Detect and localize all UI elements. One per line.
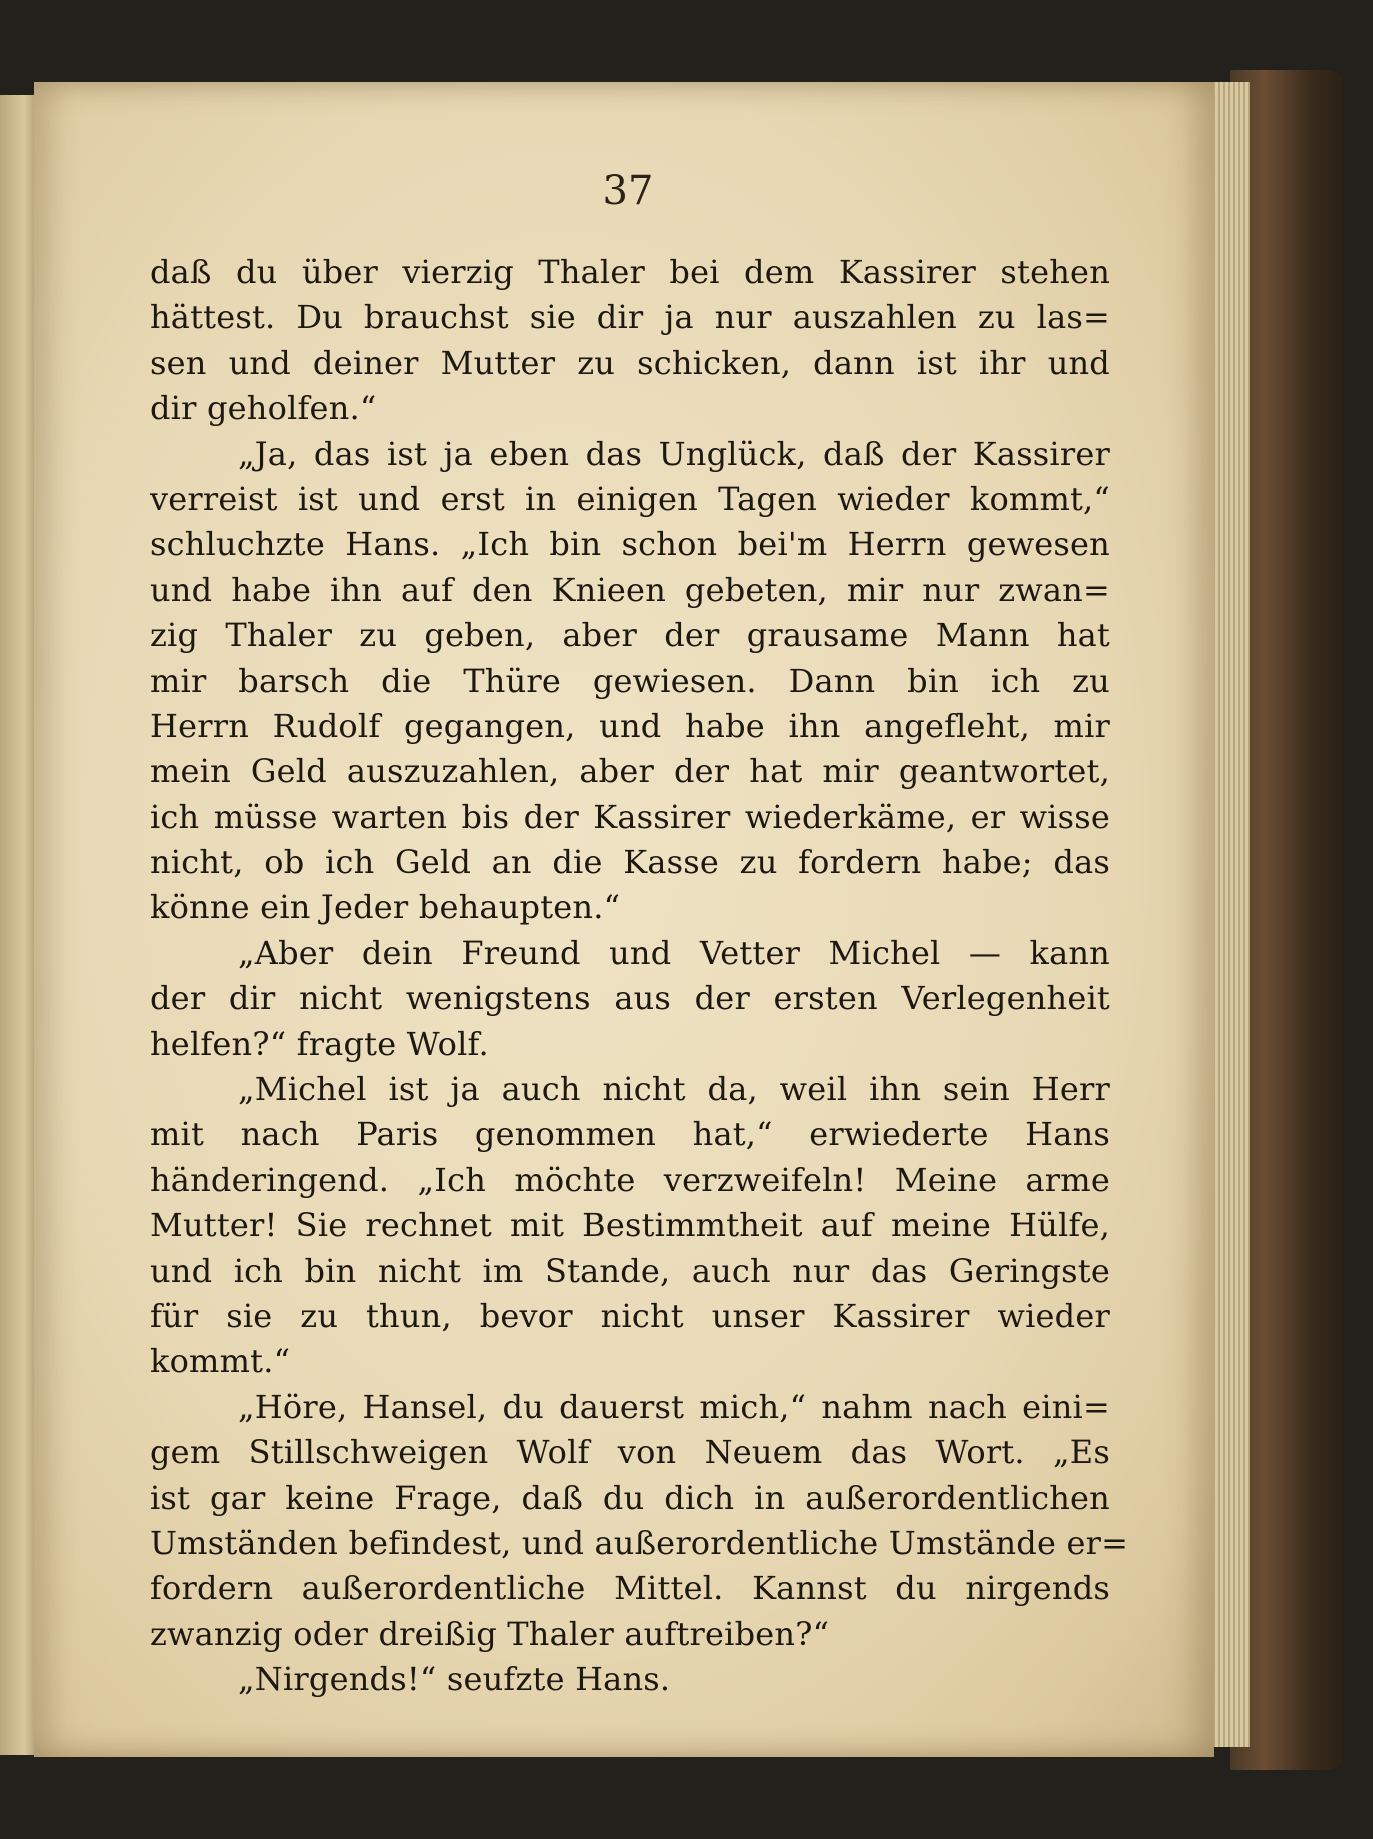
text-line: könne ein Jeder behaupten.“ <box>150 888 621 927</box>
text-line: sen und deiner Mutter zu schicken, dann ist ihr und <box>150 343 1110 382</box>
text-line: Mutter! Sie rechnet mit Bestimmtheit auf meine Hülfe, <box>150 1206 1110 1245</box>
text-line: und habe ihn auf den Knieen gebeten, mir nur zwan= <box>150 570 1110 609</box>
page-number: 37 <box>602 168 654 214</box>
text-line: verreist ist und erst in einigen Tagen wieder kommt,“ <box>150 479 1110 518</box>
text-line: mit nach Paris genommen hat,“ erwiederte Hans <box>150 1115 1110 1154</box>
text-line: gem Stillschweigen Wolf von Neuem das Wort. „Es <box>150 1433 1110 1472</box>
text-line: „Nirgends!“ seufzte Hans. <box>238 1660 671 1699</box>
text-line: nicht, ob ich Geld an die Kasse zu fordern habe; das <box>150 843 1110 882</box>
text-line: „Michel ist ja auch nicht da, weil ihn sein Herr <box>238 1070 1110 1109</box>
text-line: händeringend. „Ich möchte verzweifeln! Meine arme <box>150 1160 1110 1199</box>
text-line: daß du über vierzig Thaler bei dem Kassirer stehen <box>150 253 1110 291</box>
text-line: der dir nicht wenigstens aus der ersten Verlegenheit <box>150 979 1110 1018</box>
text-line: für sie zu thun, bevor nicht unser Kassirer wieder <box>150 1296 1110 1335</box>
text-line: mein Geld auszuzahlen, aber der hat mir geantwortet, <box>150 752 1110 791</box>
text-line: ich müsse warten bis der Kassirer wiederkäme, er wisse <box>150 797 1110 836</box>
text-line: ist gar keine Frage, daß du dich in außerordentlichen <box>150 1478 1110 1517</box>
text-line: helfen?“ fragte Wolf. <box>150 1024 489 1063</box>
text-line: mir barsch die Thüre gewiesen. Dann bin ich zu <box>150 661 1110 700</box>
text-line: und ich bin nicht im Stande, auch nur das Geringste <box>150 1251 1110 1290</box>
text-line: dir geholfen.“ <box>150 389 377 428</box>
page-text <box>150 250 1129 1703</box>
text-line: „Aber dein Freund und Vetter Michel — kann <box>238 933 1110 972</box>
text-line: Herrn Rudolf gegangen, und habe ihn angefleht, mir <box>150 706 1110 745</box>
text-line: schluchzte Hans. „Ich bin schon bei'm Herrn gewesen <box>150 525 1110 564</box>
text-line: zig Thaler zu geben, aber der grausame Mann hat <box>150 616 1110 655</box>
text-line: fordern außerordentliche Mittel. Kannst du nirgends <box>150 1569 1110 1608</box>
text-line: „Ja, das ist ja eben das Unglück, daß der Kassirer <box>238 434 1110 473</box>
text-line: zwanzig oder dreißig Thaler auftreiben?“ <box>150 1614 830 1653</box>
text-line: hättest. Du brauchst sie dir ja nur auszahlen zu las= <box>150 298 1110 337</box>
text-line: „Höre, Hansel, du dauerst mich,“ nahm nach eini= <box>238 1387 1110 1426</box>
text-line: Umständen befindest, und außerordentliche Umstände er= <box>150 1523 1129 1562</box>
text-line: kommt.“ <box>150 1342 291 1381</box>
